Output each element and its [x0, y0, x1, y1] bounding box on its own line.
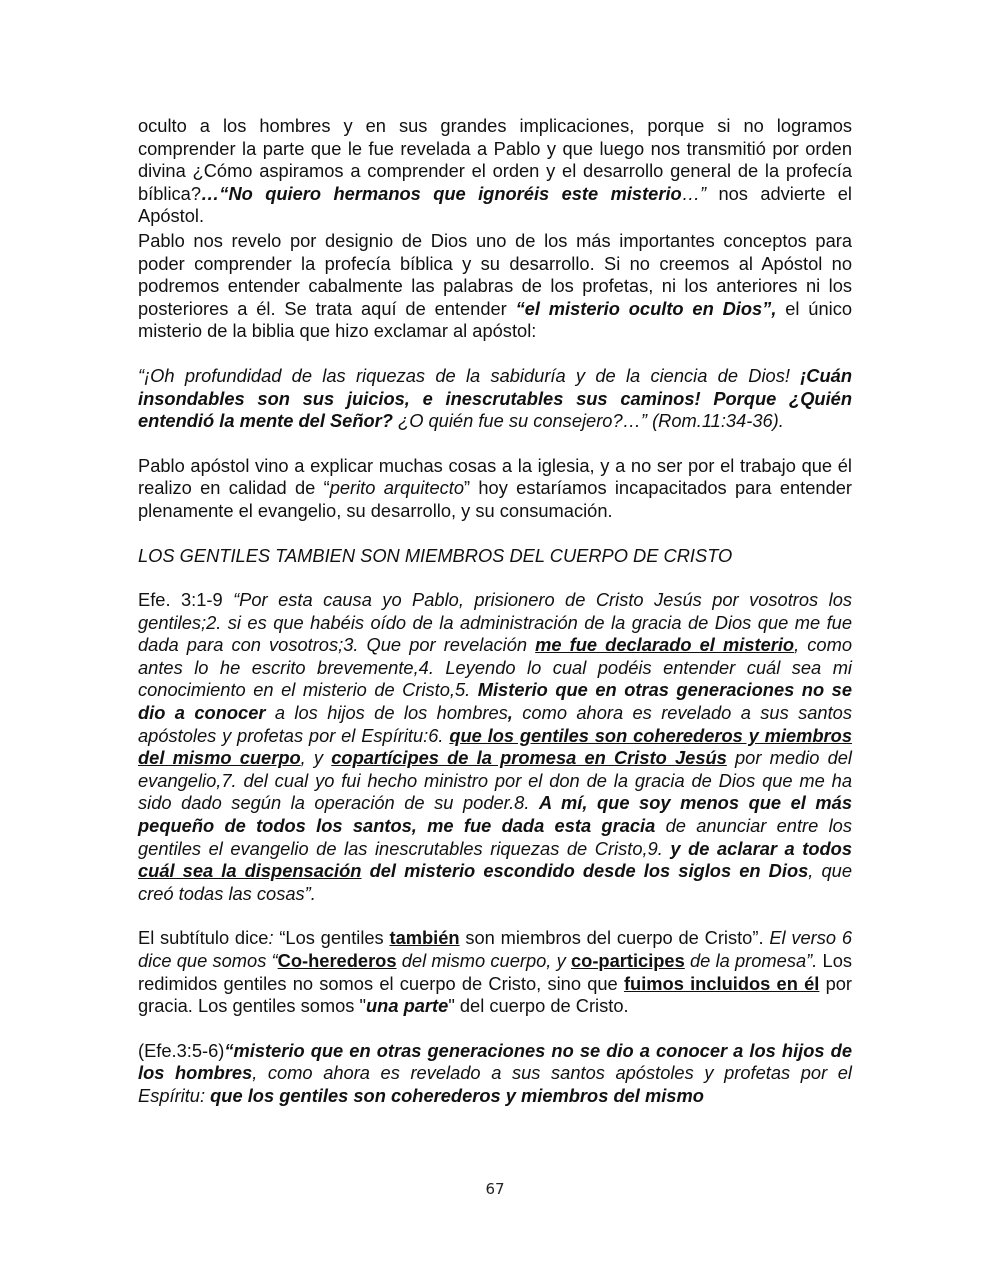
text-run: son miembros del cuerpo de Cristo”. [459, 927, 770, 949]
text-run: “el misterio oculto en Dios”, [515, 297, 777, 319]
paragraph-subtitulo [138, 927, 852, 1017]
text-run: , [507, 702, 513, 724]
text-run: co-participes [570, 950, 685, 971]
text-run: del misterio escondido desde los siglos en Dios [361, 860, 809, 882]
text-run: el único misterio de la biblia que hizo exclamar al apóstol: [138, 297, 852, 342]
text-run: por medio del evangelio,7. del cual yo fui hecho ministro por el don de la gracia de Dios que me ha sido dado según la operación de su poder.8. [138, 747, 852, 814]
text-run: copartícipes de la promesa en Cristo Jesús [331, 747, 727, 769]
text-run: oculto a los hombres y en sus grandes implicaciones, porque si no logramos comprender la parte que le fue revelada a Pablo y que luego nos transmitió por orden divina ¿Cómo aspiramos a comprender el orden y el desarrollo general de la profecía bíblica? [138, 115, 852, 204]
document-body [138, 115, 852, 1108]
text-run: ” hoy estaríamos incapacitados para entender plenamente el evangelio, su desarrollo, y su consumación. [138, 477, 853, 521]
text-run: y de aclarar a todos [670, 837, 852, 859]
text-run: de la promesa”. [684, 950, 818, 971]
text-run: como ahora es revelado a sus santos apóstoles y profetas por el Espíritu:6. [138, 702, 852, 746]
text-run: por gracia. Los gentiles somos " [138, 972, 853, 1017]
text-run: Misterio que en otras generaciones no se dio a conocer [138, 679, 852, 724]
text-run: Pablo nos revelo por designio de Dios uno de los más importantes conceptos para poder comprender la profecía bíblica y su desarrollo. Si no creemos al Apóstol no podremos entender cabalmente las palabras de los profetas, ni los anteriores ni los posteriores a él. Se trata aquí de entender [138, 229, 852, 319]
text-run: una parte [366, 995, 449, 1017]
text-run: " del cuerpo de Cristo. [448, 995, 629, 1017]
text-run: LOS GENTILES TAMBIEN SON MIEMBROS DEL CUERPO DE CRISTO [138, 544, 733, 566]
quote-ephesians-3-1-9 [138, 589, 852, 905]
text-run: El verso 6 dice que somos “ [138, 927, 853, 971]
paragraph-perito-arquitecto [138, 455, 852, 523]
text-run: fuimos incluidos en él [623, 972, 820, 994]
text-run: ¡Cuán insondables son sus juicios, e inescrutables sus caminos! Porque ¿Quién entendió la mente del Señor? [138, 364, 852, 432]
text-run: de anunciar entre los gentiles el evangelio de las inescrutables riquezas de Cristo,9. [138, 815, 852, 859]
text-run: que los gentiles son coherederos y miembros del mismo cuerpo [138, 724, 852, 769]
quote-ephesians-3-5-6 [138, 1040, 852, 1108]
paragraph-pablo-revelo [138, 230, 852, 343]
text-run: me fue declarado el misterio [535, 634, 795, 656]
text-run: “Los gentiles [273, 927, 390, 949]
text-run: “¡Oh profundidad de las riquezas de la sabiduría y de la ciencia de Dios! [138, 364, 801, 386]
text-run: , que creó todas las cosas”. [138, 860, 852, 904]
text-run: (Efe.3:5-6) [138, 1039, 225, 1061]
section-heading [138, 545, 852, 568]
text-run: El subtítulo dice [138, 927, 269, 949]
text-run: Co-herederos [277, 950, 397, 971]
text-run: perito arquitecto [329, 477, 465, 499]
text-run: …“No quiero hermanos que ignoréis este misterio [201, 182, 682, 204]
text-run: …” [681, 182, 707, 204]
text-run: , y [300, 747, 332, 769]
text-run: A mí, que soy menos que el más pequeño de todos los santos, me fue dada esta gracia [138, 792, 852, 837]
text-run: ¿O quién fue su consejero?…” (Rom.11:34-36). [392, 410, 784, 432]
quote-romans [138, 365, 852, 433]
text-run: nos advierte el Apóstol. [138, 182, 852, 227]
text-run: , como antes lo he escrito brevemente,4. Leyendo lo cual podéis entender cuál sea mi conocimiento en el misterio de Cristo,5. [138, 634, 852, 701]
text-run: : [268, 927, 274, 949]
text-run: Pablo apóstol vino a explicar muchas cosas a la iglesia, y a no ser por el trabajo que él realizo en calidad de “ [138, 454, 852, 499]
paragraph-intro [138, 115, 852, 228]
text-run: Efe. 3:1-9 [138, 589, 234, 611]
text-run: “Por esta causa yo Pablo, prisionero de Cristo Jesús por vosotros los gentiles;2. si es que habéis oído de la administración de la gracia de Dios que me fue dada para con vosotros;3. Que por revelación [138, 589, 852, 656]
text-run: Los redimidos gentiles no somos el cuerpo de Cristo, sino que [138, 950, 853, 994]
text-run: “misterio que en otras generaciones no se dio a conocer a los hijos de los hombres [138, 1039, 852, 1084]
page-number: 67 [485, 1180, 505, 1198]
text-run: también [389, 927, 460, 949]
text-run: que los gentiles son coherederos y miembros del mismo [210, 1084, 704, 1106]
text-run: cuál sea la dispensación [138, 860, 362, 882]
text-run: a los hijos de los hombres [265, 702, 508, 724]
text-run: , como ahora es revelado a sus santos apóstoles y profetas por el Espíritu: [138, 1062, 852, 1106]
text-run: del mismo cuerpo, y [396, 950, 571, 971]
